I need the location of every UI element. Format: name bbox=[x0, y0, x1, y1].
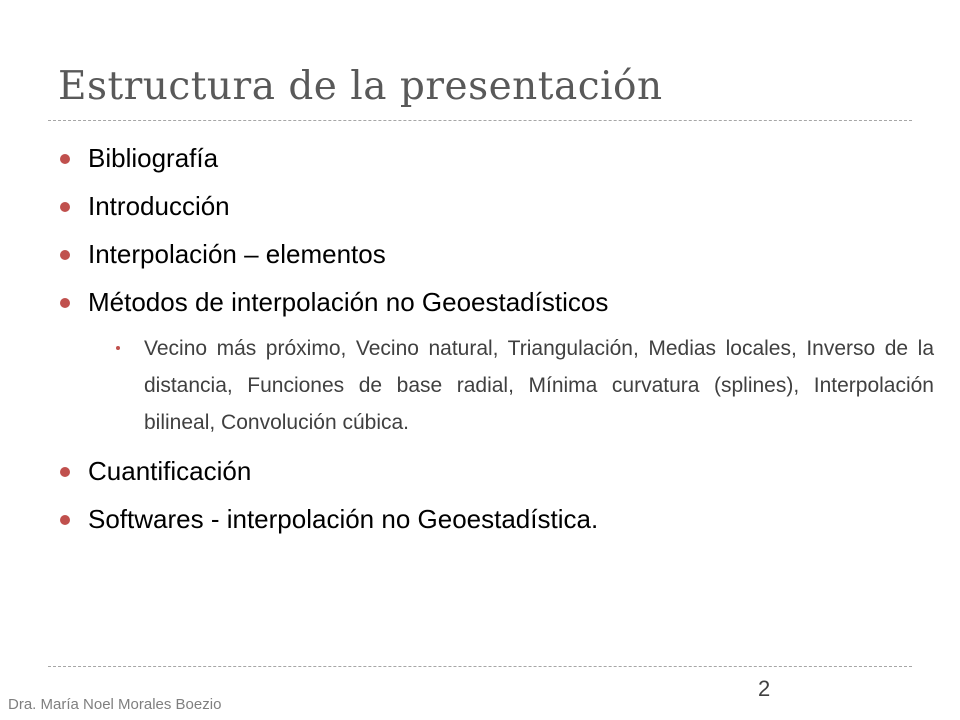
bullet-label: Introducción bbox=[88, 191, 230, 221]
bullet-dot-icon bbox=[60, 515, 70, 525]
sub-bullet-dot-icon bbox=[116, 346, 120, 350]
sub-bullet-list bbox=[88, 330, 934, 441]
bullet-item-bibliografia bbox=[60, 134, 910, 182]
bullet-dot-icon bbox=[60, 154, 70, 164]
bullet-label: Métodos de interpolación no Geoestadísticos bbox=[88, 287, 609, 317]
bullet-label: Softwares - interpolación no Geoestadística. bbox=[88, 504, 599, 534]
bullet-item-softwares bbox=[60, 495, 910, 543]
sub-bullet-text: Vecino más próximo, Vecino natural, Triangulación, Medias locales, Inverso de la distancia, Funciones de base radial, Mínima curvatura (splines), Interpolación bilineal, Convolución cúbica. bbox=[144, 337, 934, 434]
bullet-label: Bibliografía bbox=[88, 143, 219, 173]
bullet-dot-icon bbox=[60, 467, 70, 477]
bullet-label: Interpolación – elementos bbox=[88, 239, 386, 269]
bullet-item-interpolacion-elementos bbox=[60, 230, 910, 278]
bullet-label: Cuantificación bbox=[88, 456, 252, 486]
bullet-dot-icon bbox=[60, 298, 70, 308]
slide-title: Estructura de la presentación bbox=[58, 64, 663, 109]
bullet-item-cuantificacion bbox=[60, 447, 910, 495]
bullet-item-introduccion bbox=[60, 182, 910, 230]
bullet-dot-icon bbox=[60, 202, 70, 212]
bullet-list bbox=[60, 134, 934, 543]
bullet-item-metodos-interpolacion bbox=[60, 278, 934, 441]
sub-bullet-item-methods bbox=[116, 330, 934, 441]
footer-divider bbox=[48, 666, 912, 667]
title-divider bbox=[48, 120, 912, 121]
footer-author: Dra. María Noel Morales Boezio bbox=[8, 696, 222, 713]
page-number: 2 bbox=[758, 676, 771, 701]
bullet-dot-icon bbox=[60, 250, 70, 260]
